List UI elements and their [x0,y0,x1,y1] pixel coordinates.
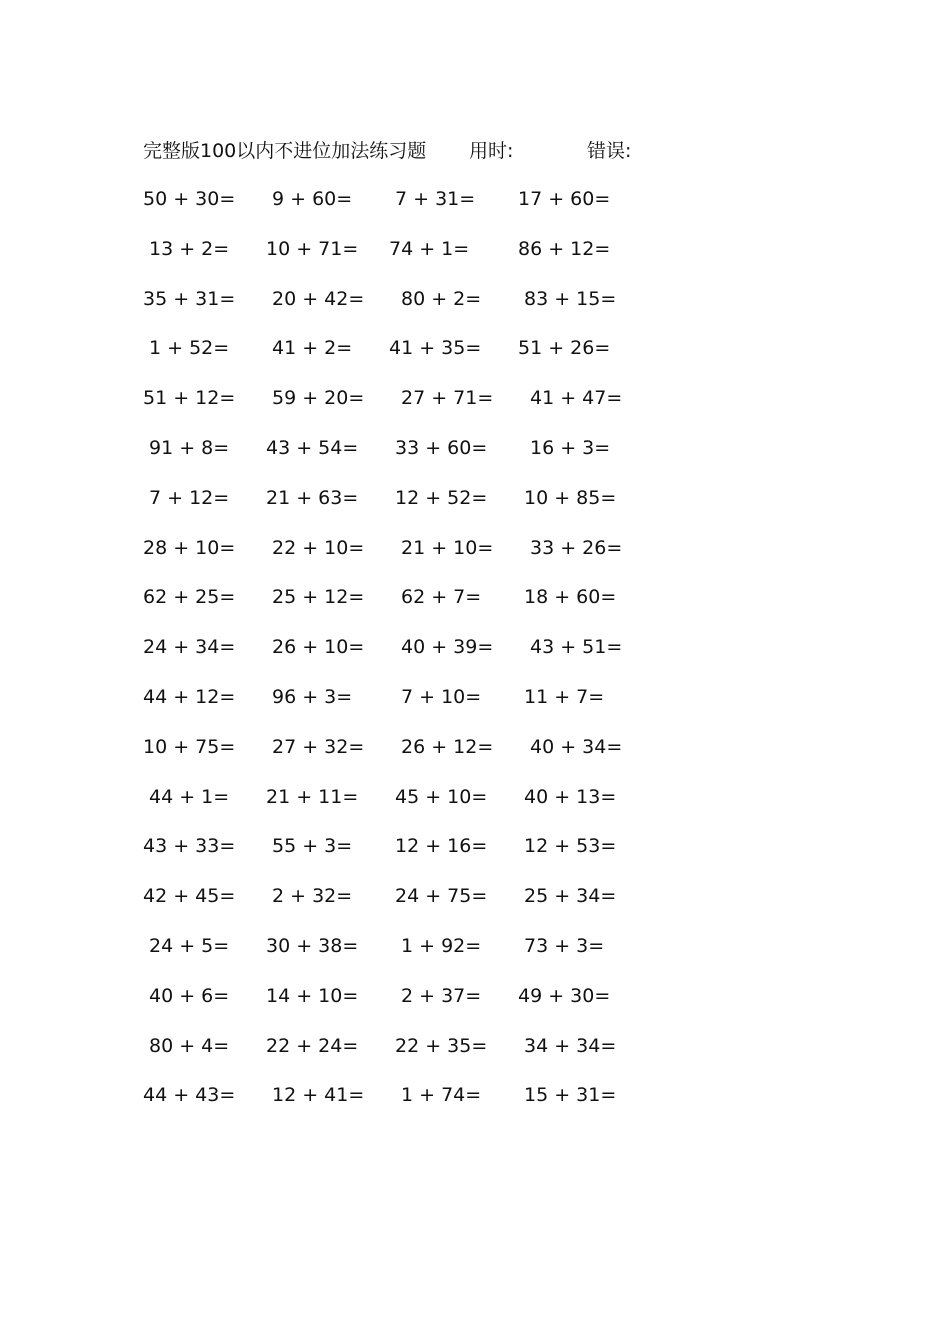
addition-problem: 43 + 54= [266,436,359,459]
addition-problem: 12 + 41= [272,1084,365,1107]
addition-problem: 1 + 74= [401,1084,482,1107]
problem-row [0,632,950,682]
addition-problem: 22 + 35= [395,1034,488,1057]
addition-problem: 1 + 52= [149,337,230,360]
addition-problem: 18 + 60= [524,586,617,609]
problem-row [0,184,950,234]
addition-problem: 55 + 3= [272,835,353,858]
addition-problem: 30 + 38= [266,934,359,957]
addition-problem: 22 + 24= [266,1034,359,1057]
worksheet-header [143,136,663,166]
addition-problem: 44 + 1= [149,785,230,808]
addition-problem: 40 + 13= [524,785,617,808]
problem-row [0,483,950,533]
addition-problem: 80 + 4= [149,1034,230,1057]
addition-problem: 35 + 31= [143,287,236,310]
addition-problem: 24 + 5= [149,934,230,957]
time-label: 用时: [469,140,514,162]
addition-problem: 59 + 20= [272,387,365,410]
addition-problem: 16 + 3= [530,436,611,459]
addition-problem: 22 + 10= [272,536,365,559]
addition-problem: 10 + 71= [266,237,359,260]
addition-problem: 34 + 34= [524,1034,617,1057]
addition-problem: 51 + 12= [143,387,236,410]
problem-grid [0,184,950,1130]
addition-problem: 7 + 10= [401,685,482,708]
addition-problem: 27 + 32= [272,735,365,758]
addition-problem: 41 + 35= [389,337,482,360]
problem-row [0,284,950,334]
addition-problem: 80 + 2= [401,287,482,310]
addition-problem: 9 + 60= [272,188,353,210]
addition-problem: 12 + 52= [395,486,488,509]
problem-row [0,533,950,583]
problem-row [0,433,950,483]
addition-problem: 73 + 3= [524,934,605,957]
problem-row [0,931,950,981]
addition-problem: 40 + 39= [401,636,494,659]
addition-problem: 28 + 10= [143,536,236,559]
addition-problem: 10 + 75= [143,735,236,758]
addition-problem: 41 + 2= [272,337,353,360]
addition-problem: 74 + 1= [389,237,470,260]
addition-problem: 33 + 26= [530,536,623,559]
problem-row [0,1080,950,1130]
addition-problem: 20 + 42= [272,287,365,310]
addition-problem: 17 + 60= [518,188,611,210]
addition-problem: 25 + 12= [272,586,365,609]
addition-problem: 2 + 37= [401,984,482,1007]
problem-row [0,732,950,782]
addition-problem: 27 + 71= [401,387,494,410]
addition-problem: 62 + 25= [143,586,236,609]
addition-problem: 21 + 10= [401,536,494,559]
problem-row [0,333,950,383]
addition-problem: 43 + 51= [530,636,623,659]
addition-problem: 40 + 6= [149,984,230,1007]
addition-problem: 83 + 15= [524,287,617,310]
problem-row [0,682,950,732]
addition-problem: 14 + 10= [266,984,359,1007]
addition-problem: 25 + 34= [524,885,617,908]
addition-problem: 86 + 12= [518,237,611,260]
addition-problem: 11 + 7= [524,685,605,708]
errors-label: 错误: [587,140,632,162]
addition-problem: 49 + 30= [518,984,611,1007]
problem-row [0,383,950,433]
addition-problem: 24 + 75= [395,885,488,908]
addition-problem: 62 + 7= [401,586,482,609]
addition-problem: 26 + 10= [272,636,365,659]
addition-problem: 51 + 26= [518,337,611,360]
problem-row [0,981,950,1031]
problem-row [0,881,950,931]
addition-problem: 13 + 2= [149,237,230,260]
addition-problem: 33 + 60= [395,436,488,459]
problem-row [0,831,950,881]
addition-problem: 15 + 31= [524,1084,617,1107]
addition-problem: 44 + 12= [143,685,236,708]
addition-problem: 42 + 45= [143,885,236,908]
addition-problem: 7 + 31= [395,188,476,210]
addition-problem: 44 + 43= [143,1084,236,1107]
addition-problem: 12 + 16= [395,835,488,858]
addition-problem: 91 + 8= [149,436,230,459]
addition-problem: 1 + 92= [401,934,482,957]
addition-problem: 10 + 85= [524,486,617,509]
addition-problem: 26 + 12= [401,735,494,758]
problem-row [0,234,950,284]
addition-problem: 12 + 53= [524,835,617,858]
addition-problem: 96 + 3= [272,685,353,708]
problem-row [0,782,950,832]
addition-problem: 21 + 63= [266,486,359,509]
worksheet-title: 完整版100以内不进位加法练习题 [143,140,427,162]
addition-problem: 41 + 47= [530,387,623,410]
addition-problem: 40 + 34= [530,735,623,758]
addition-problem: 45 + 10= [395,785,488,808]
problem-row [0,582,950,632]
addition-problem: 43 + 33= [143,835,236,858]
addition-problem: 50 + 30= [143,188,236,210]
problem-row [0,1031,950,1081]
addition-problem: 7 + 12= [149,486,230,509]
addition-problem: 21 + 11= [266,785,359,808]
addition-problem: 24 + 34= [143,636,236,659]
addition-problem: 2 + 32= [272,885,353,908]
